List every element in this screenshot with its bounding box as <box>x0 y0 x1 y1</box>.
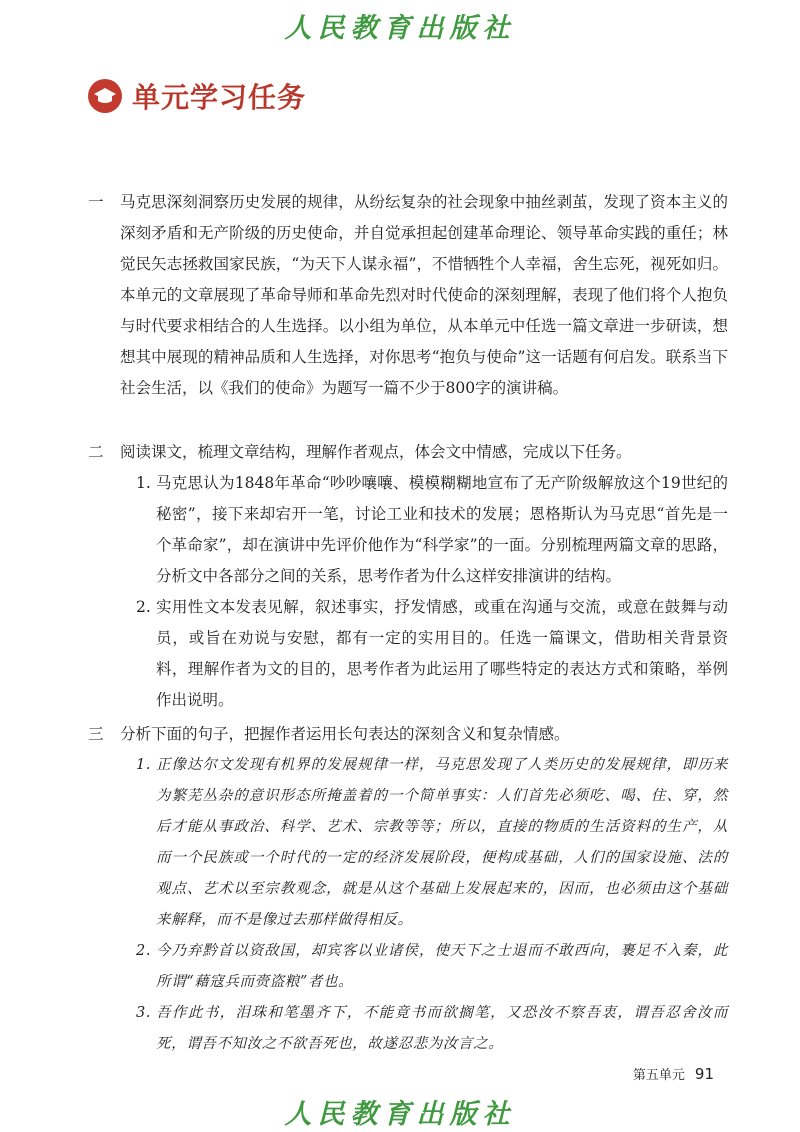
task-text: 阅读课文，梳理文章结构，理解作者观点，体会文中情感，完成以下任务。 <box>120 443 632 461</box>
item-number: 2. <box>136 598 151 616</box>
item-text: 马克思认为1848年革命“吵吵嚷嚷、模模糊糊地宣布了无产阶级解放这个19世纪的秘密”，接下来却宕开一笔，讨论工业和技术的发展；恩格斯认为马克思“首先是一个革命家”，却在演讲中先评价他作为“科学家”的一面。分别梳理两篇文章的思路，分析文中各部分之间的关系，思考作者为什么这样安排演讲的结构。 <box>156 474 728 585</box>
page-title: 单元学习任务 <box>132 81 307 114</box>
list-item <box>136 750 728 936</box>
item-number: 2. <box>136 943 152 959</box>
item-text: 吾作此书，泪珠和笔墨齐下，不能竟书而欲搁笔，又恐汝不察吾衷，谓吾忍舍汝而死，谓吾不知汝之不欲吾死也，故遂忍悲为汝言之。 <box>156 1005 728 1052</box>
publisher-logo-top: 人民教育出版社 <box>284 13 516 44</box>
task-number: 三 <box>88 725 104 743</box>
page-number: 91 <box>694 1065 714 1083</box>
task-number: 一 <box>88 193 104 211</box>
item-text: 正像达尔文发现有机界的发展规律一样，马克思发现了人类历史的发展规律，即历来为繁芜丛杂的意识形态所掩盖着的一个简单事实：人们首先必须吃、喝、住、穿，然后才能从事政治、科学、艺术、宗教等等；所以，直接的物质的生活资料的生产，从而一个民族或一个时代的一定的经济发展阶段，便构成基础，人们的国家设施、法的观点、艺术以至宗教观念，就是从这个基础上发展起来的，因而，也必须由这个基础来解释，而不是像过去那样做得相反。 <box>156 757 728 928</box>
task-two <box>88 437 728 716</box>
task-three <box>88 719 728 1060</box>
item-number: 3. <box>136 1005 152 1021</box>
section-heading <box>88 76 306 116</box>
page-footer <box>633 1064 714 1083</box>
task-number: 二 <box>88 443 104 461</box>
list-item <box>136 936 728 998</box>
unit-label: 第五单元 <box>632 1068 685 1083</box>
list-item <box>136 468 728 592</box>
task-items <box>136 468 728 716</box>
list-item <box>136 592 728 716</box>
task-one <box>88 187 728 404</box>
item-number: 1. <box>136 757 152 773</box>
publisher-logo-bottom: 人民教育出版社 <box>284 1099 516 1130</box>
task-text: 分析下面的句子，把握作者运用长句表达的深刻含义和复杂情感。 <box>120 725 570 743</box>
list-item <box>136 998 728 1060</box>
task-items <box>136 750 728 1060</box>
task-text: 马克思深刻洞察历史发展的规律，从纷纭复杂的社会现象中抽丝剥茧，发现了资本主义的深刻矛盾和无产阶级的历史使命，并自觉承担起创建革命理论、领导革命实践的重任；林觉民矢志拯救国家民族，“为天下人谋永福”，不惜牺牲个人幸福，舍生忘死，视死如归。本单元的文章展现了革命导师和革命先烈对时代使命的深刻理解，表现了他们将个人抱负与时代要求相结合的人生选择。以小组为单位，从本单元中任选一篇文章进一步研读，想想其中展现的精神品质和人生选择，对你思考“抱负与使命”这一话题有何启发。联系当下社会生活，以《我们的使命》为题写一篇不少于800字的演讲稿。 <box>120 193 728 397</box>
item-text: 实用性文本发表见解，叙述事实，抒发情感，或重在沟通与交流，或意在鼓舞与动员，或旨在劝说与安慰，都有一定的实用目的。任选一篇课文，借助相关背景资料，理解作者为文的目的，思考作者为此运用了哪些特定的表达方式和策略，举例作出说明。 <box>156 598 728 709</box>
item-number: 1. <box>136 474 151 492</box>
item-text: 今乃弃黔首以资敌国，却宾客以业诸侯，使天下之士退而不敢西向，裹足不入秦，此所谓“藉寇兵而赍盗粮”者也。 <box>156 943 728 990</box>
graduation-cap-icon <box>88 79 122 113</box>
